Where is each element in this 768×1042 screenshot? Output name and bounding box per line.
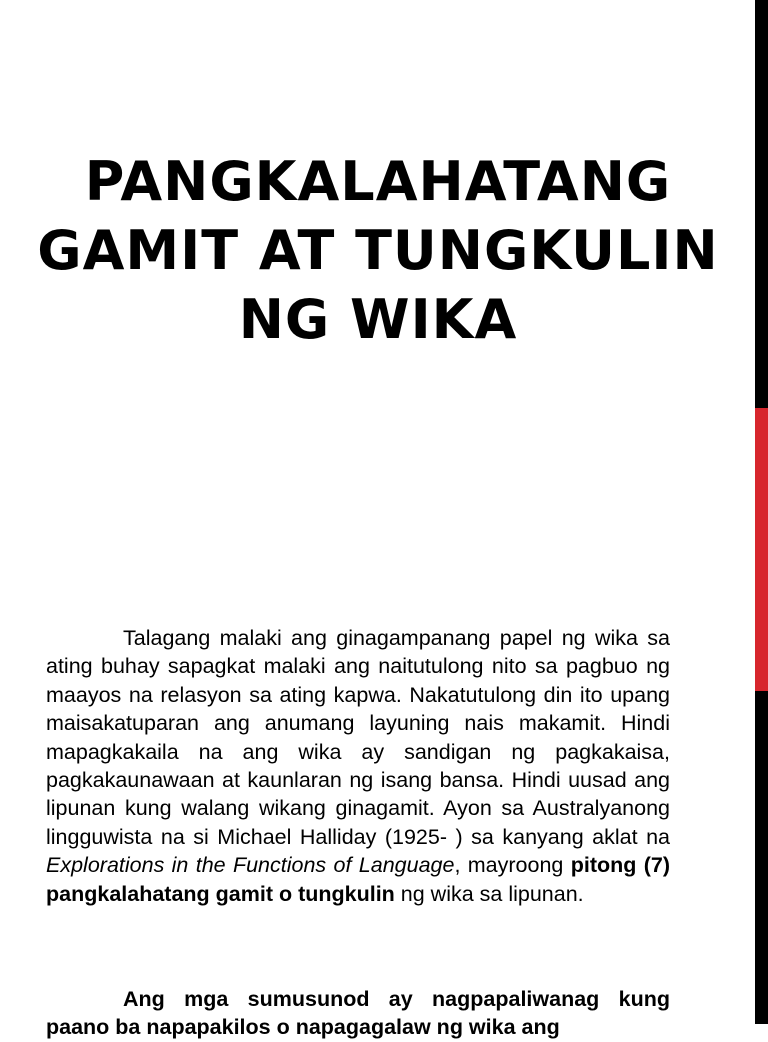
title-line-1: PANGKALAHATANG [84,150,672,213]
intro-text-a: Talagang malaki ang ginagampanang papel ng wika sa ating buhay sapagkat malaki ang naitutulong nito sa pagbuo ng maayos na relasyon sa ating kapwa. Nakatutulong din ito upang maisakatuparan ang anumang layuning nais makamit. Hindi mapagkakaila na ang wika ay sandigan ng pagkakaisa, pagkakaunawaan at kaunlaran ng isang bansa. Hindi uusad ang lipunan kung walang wikang ginagamit. Ayon sa Australyanong lingguwista na si Michael Halliday (1925- ) sa kanyang aklat na [46,626,670,849]
second-paragraph [46,985,670,1042]
bold-phrase: pitong (7) pangkalahatang gamit o tungkulin [46,853,671,906]
intro-paragraph [46,624,670,908]
page-title [18,147,738,354]
intro-text-c: ng wika sa lipunan. [394,881,584,906]
side-red-accent-bar [755,408,768,691]
book-title: Explorations in the Functions of Language [46,853,455,878]
title-line-3: NG WIKA [238,288,518,351]
title-line-2: GAMIT AT TUNGKULIN [37,219,719,282]
intro-text-b: , mayroong [454,853,571,878]
second-paragraph-text: Ang mga sumusunod ay nagpapaliwanag kung paano ba napapakilos o napagagalaw ng wika ang [46,987,670,1040]
